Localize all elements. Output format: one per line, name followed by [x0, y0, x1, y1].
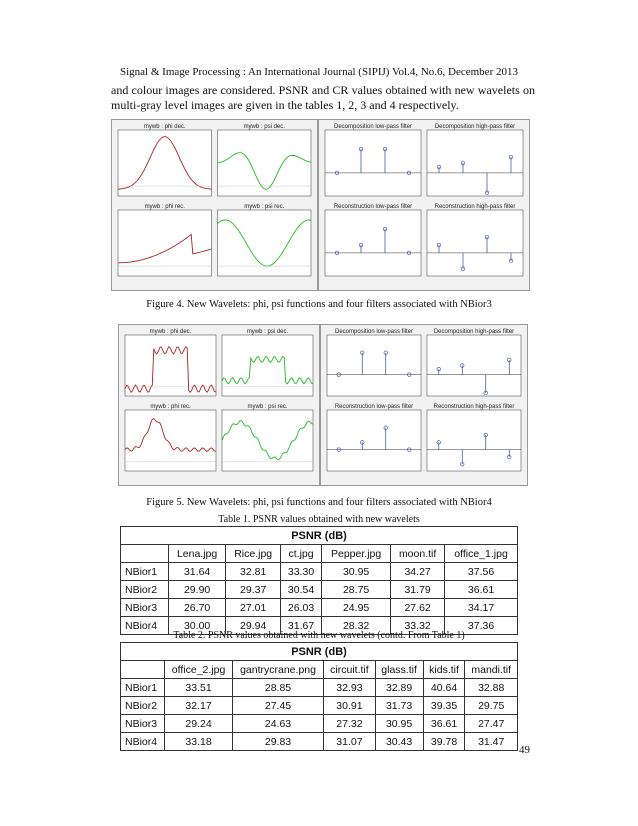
table-cell: 33.51 [165, 679, 232, 697]
filter-subplot-title: Decomposition low-pass filter [333, 124, 413, 130]
filter-subplot-title: Decomposition low-pass filter [334, 329, 414, 335]
table-row [121, 715, 518, 733]
header-cell: office_2.jpg [165, 661, 232, 679]
table-cell: 28.75 [322, 581, 391, 599]
table-2-caption: Table 2. PSNR values obtained with new wavelets (contd. From Table 1) [173, 630, 465, 641]
table-cell: 32.89 [375, 679, 423, 697]
filter-subplot-title: Reconstruction low-pass filter [334, 404, 414, 410]
header-cell: glass.tif [375, 661, 423, 679]
filter-axes [427, 130, 523, 196]
filter-subplot-title: Reconstruction high-pass filter [434, 204, 516, 210]
table-cell: 30.43 [375, 733, 423, 751]
table-cell: 31.79 [391, 581, 445, 599]
table-1-title: PSNR (dB) [121, 527, 518, 545]
table-cell: 30.00 [168, 617, 225, 635]
table-cell: 31.73 [375, 697, 423, 715]
wavelet-subplot-title: mywb : phi rec. [144, 204, 185, 210]
table-cell: 37.36 [445, 617, 518, 635]
figure-5-caption: Figure 5. New Wavelets: phi, psi functions and four filters associated with NBior4 [146, 497, 492, 508]
table-cell: 29.83 [232, 733, 324, 751]
filter-axes [327, 410, 421, 471]
filter-axes [427, 210, 523, 276]
figure-4-caption: Figure 4. New Wavelets: phi, psi functions and four filters associated with NBior3 [146, 299, 492, 310]
header-cell: gantrycrane.png [232, 661, 324, 679]
table-cell: 30.91 [324, 697, 375, 715]
table-cell: 29.94 [226, 617, 281, 635]
wavelet-subplot-title: mywb : psi dec. [246, 329, 289, 335]
table-cell: 32.93 [324, 679, 375, 697]
header-cell: moon.tif [391, 545, 445, 563]
table-2-title: PSNR (dB) [121, 643, 518, 661]
table-cell: 34.17 [445, 599, 518, 617]
filter-axes [325, 130, 421, 196]
header-cell: Pepper.jpg [322, 545, 391, 563]
table-cell: 27.32 [324, 715, 375, 733]
figure-5-left-panel [118, 324, 320, 486]
wavelet-subplot-title: mywb : psi rec. [247, 404, 288, 410]
row-label: NBior4 [121, 733, 165, 751]
table-1-header-row [121, 545, 518, 563]
table-1-caption: Table 1. PSNR values obtained with new wavelets [218, 514, 420, 525]
table-cell: 34.27 [391, 563, 445, 581]
table-cell: 33.18 [165, 733, 232, 751]
row-label: NBior4 [121, 617, 169, 635]
wavelet-subplot-title: mywb : phi dec. [149, 329, 192, 335]
filter-axes [327, 335, 421, 396]
header-cell [121, 545, 169, 563]
figure-4-left-panel [111, 119, 318, 291]
table-cell: 31.64 [168, 563, 225, 581]
table-1 [120, 526, 518, 635]
table-cell: 30.95 [322, 563, 391, 581]
table-cell: 40.64 [423, 679, 465, 697]
row-label: NBior3 [121, 599, 169, 617]
journal-header: Signal & Image Processing : An International Journal (SIPIJ) Vol.4, No.6, December 2013 [120, 66, 518, 78]
figure-5-wavelet-plots [119, 325, 319, 485]
table-cell: 31.07 [324, 733, 375, 751]
table-cell: 29.24 [165, 715, 232, 733]
table-cell: 24.63 [232, 715, 324, 733]
header-cell: circuit.tif [324, 661, 375, 679]
table-cell: 31.67 [281, 617, 322, 635]
table-cell: 26.70 [168, 599, 225, 617]
row-label: NBior3 [121, 715, 165, 733]
filter-axes [325, 210, 421, 276]
filter-subplot-title: Decomposition high-pass filter [433, 329, 515, 335]
table-cell: 29.75 [465, 697, 518, 715]
table-row [121, 563, 518, 581]
figure-4-wavelet-plots [112, 120, 317, 290]
table-cell: 28.85 [232, 679, 324, 697]
figure-4-filter-plots [319, 120, 529, 290]
row-label: NBior1 [121, 563, 169, 581]
table-cell: 33.32 [391, 617, 445, 635]
row-label: NBior1 [121, 679, 165, 697]
wavelet-subplot-title: mywb : phi dec. [143, 124, 186, 130]
header-cell: office_1.jpg [445, 545, 518, 563]
table-cell: 33.30 [281, 563, 322, 581]
table-cell: 30.54 [281, 581, 322, 599]
table-cell: 28.32 [322, 617, 391, 635]
filter-axes [427, 335, 521, 396]
table-cell: 27.01 [226, 599, 281, 617]
table-cell: 39.78 [423, 733, 465, 751]
table-row [121, 697, 518, 715]
table-row [121, 733, 518, 751]
table-cell: 32.81 [226, 563, 281, 581]
table-cell: 31.47 [465, 733, 518, 751]
header-cell [121, 661, 165, 679]
table-cell: 29.90 [168, 581, 225, 599]
table-cell: 36.61 [445, 581, 518, 599]
table-cell: 27.47 [465, 715, 518, 733]
table-cell: 37.56 [445, 563, 518, 581]
page-number: 49 [519, 744, 530, 756]
table-cell: 39.35 [423, 697, 465, 715]
table-cell: 36.61 [423, 715, 465, 733]
wavelet-subplot-title: mywb : psi dec. [243, 124, 285, 130]
table-cell: 27.45 [232, 697, 324, 715]
figure-5-filter-plots [321, 325, 527, 485]
header-cell: Rice.jpg [226, 545, 281, 563]
intro-paragraph: and colour images are considered. PSNR and CR values obtained with new wavelets on multi-gray level images are given in the tables 1, 2, 3 and 4 respectively. [111, 83, 535, 112]
header-cell: ct.jpg [281, 545, 322, 563]
header-cell: kids.tif [423, 661, 465, 679]
table-cell: 26.03 [281, 599, 322, 617]
table-row [121, 581, 518, 599]
wavelet-subplot-title: mywb : phi rec. [150, 404, 191, 410]
table-cell: 27.62 [391, 599, 445, 617]
header-cell: mandi.tif [465, 661, 518, 679]
filter-axes [427, 410, 521, 471]
table-row [121, 599, 518, 617]
table-cell: 32.88 [465, 679, 518, 697]
table-row [121, 679, 518, 697]
table-2-header-row [121, 661, 518, 679]
filter-subplot-title: Reconstruction high-pass filter [433, 404, 515, 410]
figure-5-right-panel [320, 324, 528, 486]
table-2 [120, 642, 518, 751]
row-label: NBior2 [121, 697, 165, 715]
filter-subplot-title: Decomposition high-pass filter [434, 124, 516, 130]
filter-subplot-title: Reconstruction low-pass filter [333, 204, 413, 210]
row-label: NBior2 [121, 581, 169, 599]
table-cell: 30.95 [375, 715, 423, 733]
wavelet-subplot-title: mywb : psi rec. [244, 204, 285, 210]
table-cell: 24.95 [322, 599, 391, 617]
figure-4-right-panel [318, 119, 530, 291]
header-cell: Lena.jpg [168, 545, 225, 563]
table-cell: 29.37 [226, 581, 281, 599]
table-cell: 32.17 [165, 697, 232, 715]
